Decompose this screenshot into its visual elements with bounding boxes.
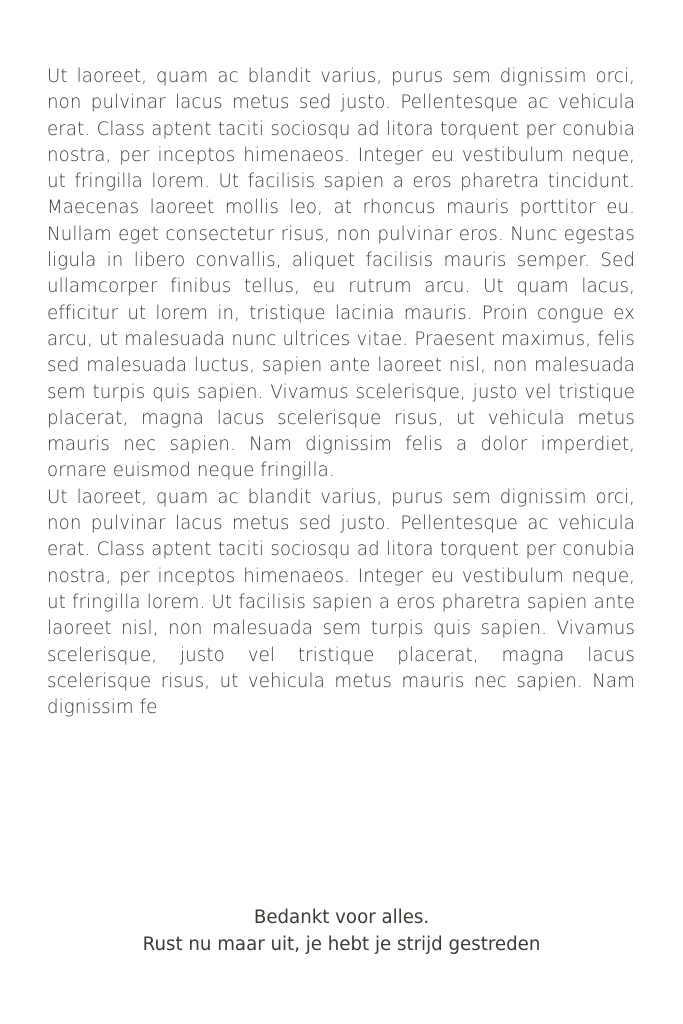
closing-line-2: Rust nu maar uit, je hebt je strijd gestreden bbox=[142, 934, 541, 955]
paragraph-1: Ut laoreet, quam ac blandit varius, purus sem dignissim orci, non pulvinar lacus metus sed justo. Pellentesque ac vehicula erat. Class aptent taciti sociosqu ad litora torquent per conubia nostra, per inceptos himenaeos. Integer eu vestibulum neque, ut fringilla lorem. Ut facilisis sapien a eros pharetra tincidunt. Maecenas laoreet mollis leo, at rhoncus mauris porttitor eu. Nullam eget consectetur risus, non pulvinar eros. Nunc egestas ligula in libero convallis, aliquet facilisis mauris semper. Sed ullamcorper finibus tellus, eu rutrum arcu. Ut quam lacus, efficitur ut lorem in, tristique lacinia mauris. Proin congue ex arcu, ut malesuada nunc ultrices vitae. Praesent maximus, felis sed malesuada luctus, sapien ante laoreet nisl, non malesuada sem turpis quis sapien. Vivamus scelerisque, justo vel tristique placerat, magna lacus scelerisque risus, ut vehicula metus mauris nec sapien. Nam dignissim felis a dolor imperdiet, ornare euismod neque fringilla. bbox=[47, 66, 635, 482]
body-text bbox=[47, 64, 635, 721]
closing-line-1: Bedankt voor alles. bbox=[253, 907, 430, 928]
closing-message bbox=[0, 904, 683, 958]
paragraph-2: Ut laoreet, quam ac blandit varius, purus sem dignissim orci, non pulvinar lacus metus sed justo. Pellentesque ac vehicula erat. Class aptent taciti sociosqu ad litora torquent per conubia nostra, per inceptos himenaeos. Integer eu vestibulum neque, ut fringilla lorem. Ut facilisis sapien a eros pharetra sapien ante laoreet nisl, non malesuada sem turpis quis sapien. Vivamus scelerisque, justo vel tristique placerat, magna lacus scelerisque risus, ut vehicula metus mauris nec sapien. Nam dignissim fe bbox=[47, 486, 635, 719]
